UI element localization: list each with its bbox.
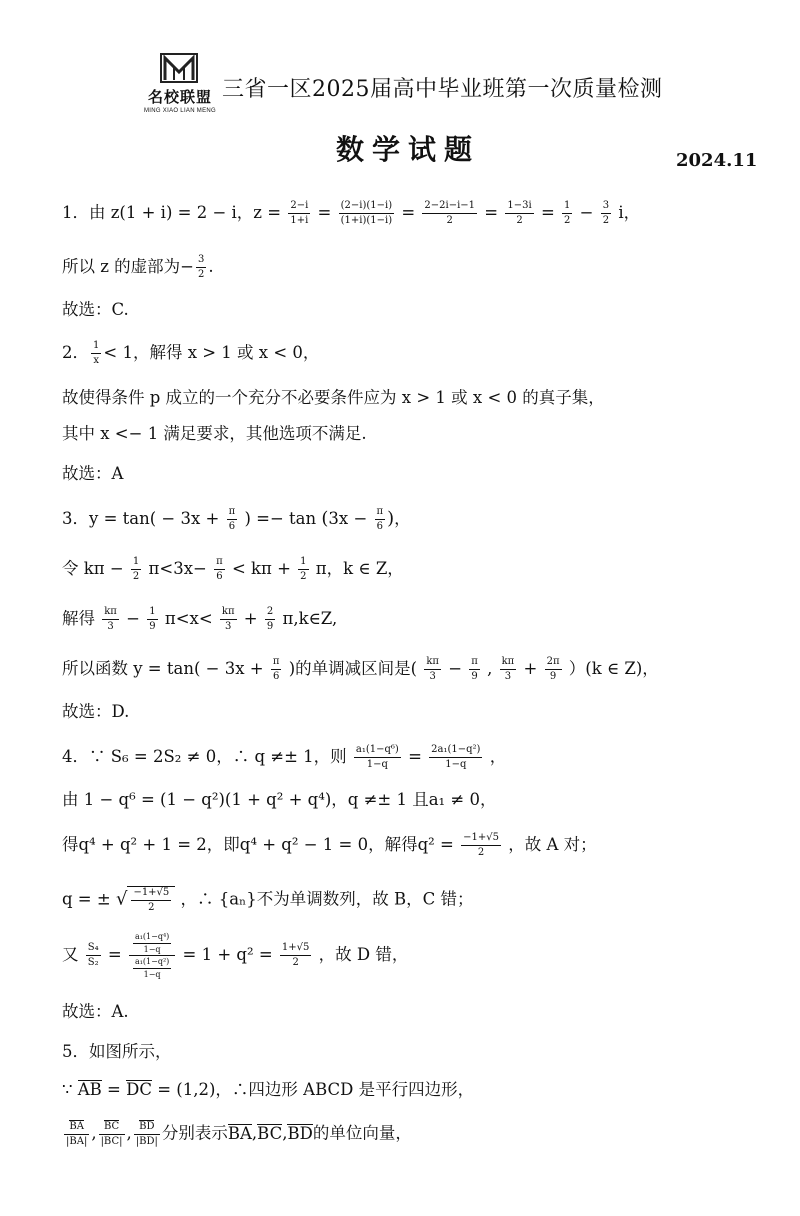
q4-line-5: 又 $\frac{\text{S₄}}{\text{S₂}}$ = $\frac{\frac{\text{a₁(1−q⁴)}}{1-q}}{\frac{\text{a₁(1−q²)}}{1-q}}$ = 1 + q² = $\frac{1+√5}{2}$ ，故 D 错， [62,932,409,979]
page-header [0,0,800,200]
q4-line-3: 得q⁴ + q² + 1 = 2，即q⁴ + q² − 1 = 0，解得q² = $\frac{-1+√5}{2}$ ，故 A 对； [62,832,597,858]
q1-answer: 故选：C. [62,300,129,319]
q3-line-3: 解得 $\frac{k\pi}{3}$ − $\frac{1}{9}$ π<x< $\frac{k\pi}{3}$ + $\frac{2}{9}$ π,k∈Z, [62,606,338,632]
logo [140,52,220,120]
q5-line-3: $\frac{BA}{|BA|}$ , $\frac{BC}{|BC|}$ , $\frac{BD}{|BD|}$ 分别表示BA,BC,BD的单位向量， [66,1121,412,1147]
q5-line-2: ∵ AB = DC = (1,2)，∴四边形 ABCD 是平行四边形， [62,1080,475,1099]
q2-line-3: 其中 x <− 1 满足要求，其他选项不满足. [62,424,367,443]
q3-line-1: 3．y = tan( − 3x + $\frac{\pi}{6}$ ) =− tan (3x − $\frac{\pi}{6}$ )， [62,506,411,532]
q3-line-2: 令 kπ − $\frac{1}{2}$ π<3x− $\frac{\pi}{6}$ < kπ + $\frac{1}{2}$ π，k ∈ Z， [62,556,404,582]
logo-name: 名校联盟 [147,88,212,106]
q4-line-2: 由 1 − q⁶ = (1 − q²)(1 + q² + q⁴)，q ≠± 1 且a₁ ≠ 0， [62,790,497,809]
q4-answer: 故选：A. [62,1002,129,1021]
q1-line-1: 1．由 z(1 + i) = 2 − i，z = $\frac{2-i}{1+i}$ = $\frac{(2-i)(1-i)}{(1+i)(1-i)}$ = $\frac{2-2i-i-1}{2}$ = $\frac{1-3i}{2}$ = $\frac{1}{2}$ − $\frac{3}{2}$ i， [62,200,641,226]
logo-subtitle: MING XIAO LIAN MENG [143,108,217,114]
q3-line-4: 所以函数 y = tan( − 3x + $\frac{\pi}{6}$ )的单调减区间是( $\frac{k\pi}{3}$ − $\frac{\pi}{9}$ , $\frac{k\pi}{3}$ + $\frac{2\pi}{9}$ ）(k ∈ Z)， [62,656,659,682]
q2-line-2: 故使得条件 p 成立的一个充分不必要条件应为 x > 1 或 x < 0 的真子集， [62,388,605,407]
q2-line-1: 2． $\frac{1}{x}$ < 1，解得 x > 1 或 x < 0， [62,340,320,366]
q5-line-1: 5．如图所示， [62,1042,172,1061]
logo-mark-icon [160,52,198,84]
q3-answer: 故选：D. [62,702,130,721]
q4-line-1: 4．∵ S₆ = 2S₂ ≠ 0，∴ q ≠± 1，则 $\frac{\text{a₁(1−q⁶)}}{1-q}$ = $\frac{\text{2a₁(1−q²)}}{1-q}$ ， [62,744,507,770]
exam-title: 三省一区2025届高中毕业班第一次质量检测 [222,77,663,102]
q2-answer: 故选：A [62,464,124,483]
q4-line-4: q = ± √ $\frac{-1+√5}{2}$ ，∴ {aₙ}不为单调数列，故 B，C 错； [62,887,474,913]
exam-date: 2024.11 [676,150,758,171]
q1-line-2: 所以 z 的虚部为− $\frac{3}{2}$ . [62,254,214,280]
subject-title: 数学试题 [336,133,481,166]
